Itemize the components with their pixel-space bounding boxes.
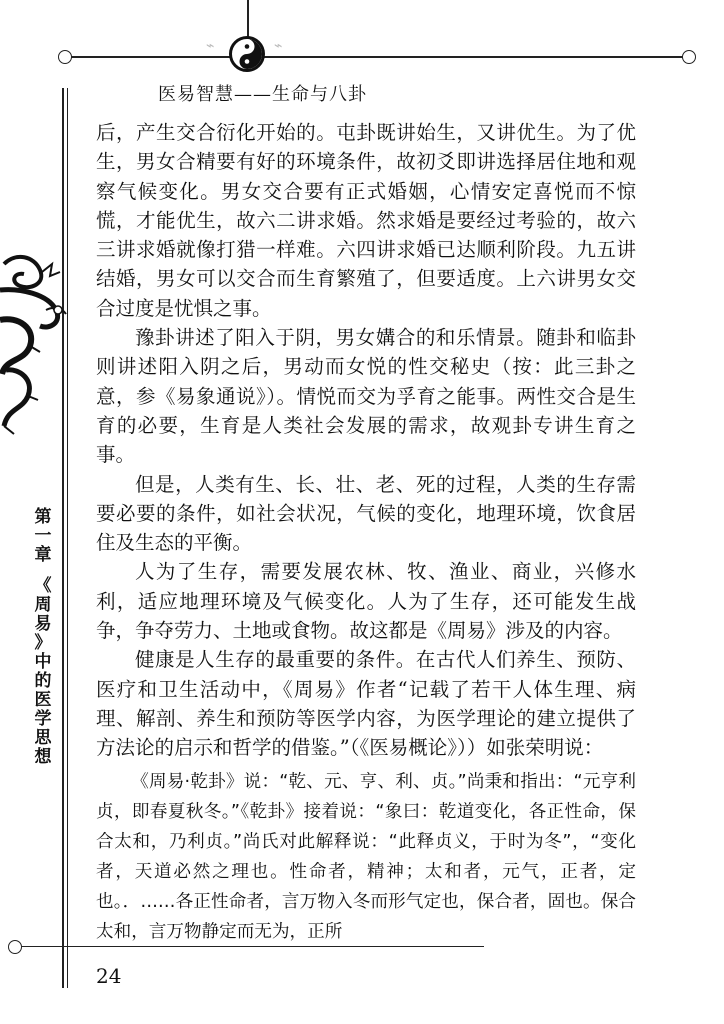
chapter-char: 第 xyxy=(34,507,52,527)
chapter-char: 《 xyxy=(34,576,52,596)
margin-rule-inner xyxy=(67,88,68,988)
chapter-char: 学 xyxy=(34,709,52,729)
chapter-char: 思 xyxy=(34,728,52,748)
page-number: 24 xyxy=(96,964,122,988)
main-text xyxy=(96,118,636,964)
block-quote: 《周易·乾卦》说：“乾、元、亨、利、贞。”尚秉和指出：“元亨利贞，即春夏秋冬。”《乾卦》接着说：“象曰：乾道变化，各正性命，保合太和，乃利贞。”尚氏对此解释说：“此释贞义，于时为冬”，“变化者，天道必然之理也。性命者，精神；太和者，元气，正者，定也。．……各正性命者，言万物入冬而形气定也，保合者，固也。保合太和，言万物静定而无为，正所 xyxy=(96,771,636,942)
chapter-char: 》 xyxy=(34,633,52,653)
margin-rule-outer xyxy=(62,88,64,988)
paragraph: 豫卦讲述了阳入于阴，男女媾合的和乐情景。随卦和临卦则讲述阳入阴之后，男动而女悦的性交秘史（按：此三卦之意，参《易象通说》）。情悦而交为孚育之能事。两性交合是生育的必要，生育是人类社会发展的需求，故观卦专讲生育之事。 xyxy=(96,326,636,467)
running-header: 医易智慧——生命与八卦 xyxy=(158,84,367,105)
chapter-char: 章 xyxy=(34,545,52,565)
chapter-char: 中 xyxy=(34,652,52,672)
chapter-title-vertical xyxy=(32,508,54,767)
paragraph: 健康是人生存的最重要的条件。在古代人们养生、预防、医疗和卫生活动中，《周易》作者“记载了若干人体生理、病理、解剖、养生和预防等医学内容，为医学理论的建立提供了方法论的启示和哲学的借鉴。”（《医易概论》））如张荣明说： xyxy=(96,648,636,760)
chapter-char: 一 xyxy=(34,526,52,546)
paragraph: 后，产生交合衍化开始的。屯卦既讲始生，又讲优生。为了优生，男女合精要有好的环境条件，故初爻即讲选择居住地和观察气候变化。男女交合要有正式婚姻，心情安定喜悦而不惊慌，才能优生，故六二讲求婚。然求婚是要经过考验的，故六三讲求婚就像打猎一样难。六四讲求婚已达顺利阶段。九五讲结婚，男女可以交合而生育繁殖了，但要适度。上六讲男女交合过度是忧惧之事。 xyxy=(96,121,636,320)
rule-end-ring-right xyxy=(682,50,696,64)
cloud-flourish-left: ⌁ xyxy=(206,38,215,54)
footer-rule xyxy=(14,946,484,947)
paragraph: 但是，人类有生、长、壮、老、死的过程，人类的生存需要必要的条件，如社会状况，气候的变化，地理环境，饮食居住及生态的平衡。 xyxy=(96,472,636,555)
chapter-char: 易 xyxy=(34,614,52,634)
chapter-char: 想 xyxy=(34,747,52,767)
chapter-char: 医 xyxy=(34,690,52,710)
chapter-char: 的 xyxy=(34,671,52,691)
yin-yang-icon xyxy=(229,36,265,72)
paragraph: 人为了生存，需要发展农林、牧、渔业、商业，兴修水利，适应地理环境及气候变化。人为了生存，还可能发生战争，争夺劳力、土地或食物。故这都是《周易》涉及的内容。 xyxy=(96,560,636,643)
header-rule xyxy=(66,56,684,58)
rule-end-ring-left xyxy=(58,50,72,64)
chapter-char: 周 xyxy=(34,595,52,615)
footer-rule-end-ring xyxy=(8,940,22,954)
cloud-flourish-right: ⌁ xyxy=(274,38,283,54)
dragon-illustration xyxy=(0,250,70,440)
